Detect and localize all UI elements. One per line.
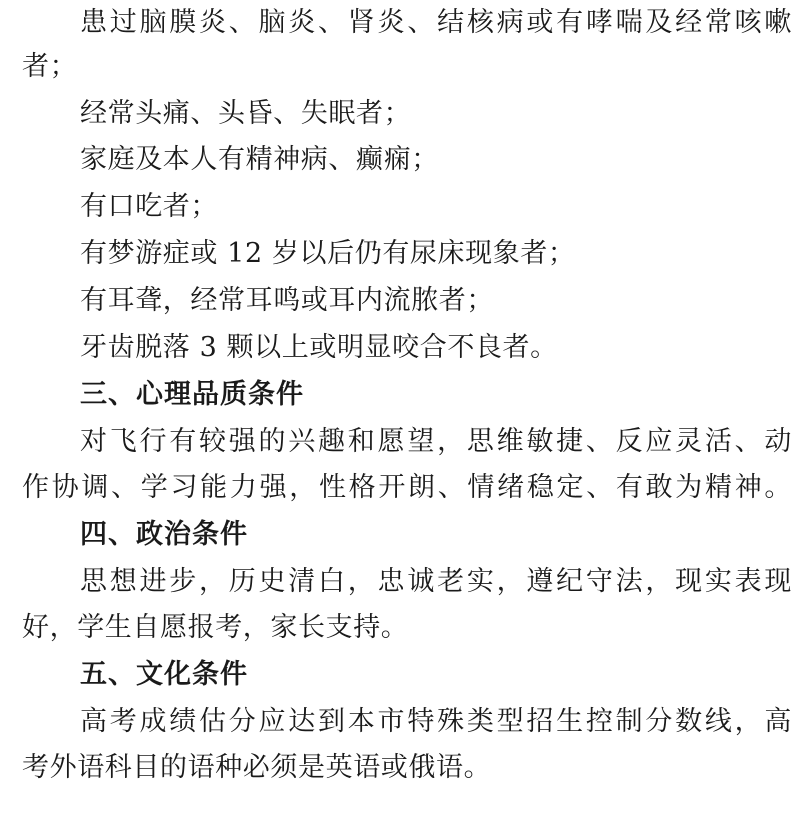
health-item-brain-disease-line1: 患过脑膜炎、脑炎、肾炎、结核病或有哮喘及经常咳嗽 — [80, 7, 792, 38]
health-item-stutter: 有口吃者； — [80, 191, 218, 222]
health-item-brain-disease-line2: 者； — [22, 51, 78, 82]
section-heading-political: 四、政治条件 — [80, 519, 248, 550]
political-paragraph-line1: 思想进步，历史清白，忠诚老实，遵纪守法，现实表现 — [80, 566, 792, 597]
section-heading-culture: 五、文化条件 — [80, 659, 248, 690]
political-paragraph-line2: 好，学生自愿报考，家长支持。 — [22, 612, 409, 643]
culture-paragraph-line1: 高考成绩估分应达到本市特殊类型招生控制分数线，高 — [80, 706, 792, 737]
psychology-paragraph-line1: 对飞行有较强的兴趣和愿望，思维敏捷、反应灵活、动 — [80, 426, 792, 457]
culture-paragraph-line2: 考外语科目的语种必须是英语或俄语。 — [22, 752, 492, 783]
health-item-hearing: 有耳聋，经常耳鸣或耳内流脓者； — [80, 285, 494, 316]
psychology-paragraph-line2: 作协调、学习能力强，性格开朗、情绪稳定、有敢为精神。 — [22, 472, 792, 503]
health-item-headache: 经常头痛、头昏、失眠者； — [80, 98, 412, 129]
health-item-teeth: 牙齿脱落 3 颗以上或明显咬合不良者。 — [80, 332, 558, 363]
health-item-sleepwalking: 有梦游症或 12 岁以后仍有尿床现象者； — [80, 238, 576, 269]
section-heading-psychology: 三、心理品质条件 — [80, 379, 304, 410]
health-item-mental-illness: 家庭及本人有精神病、癫痫； — [80, 144, 439, 175]
